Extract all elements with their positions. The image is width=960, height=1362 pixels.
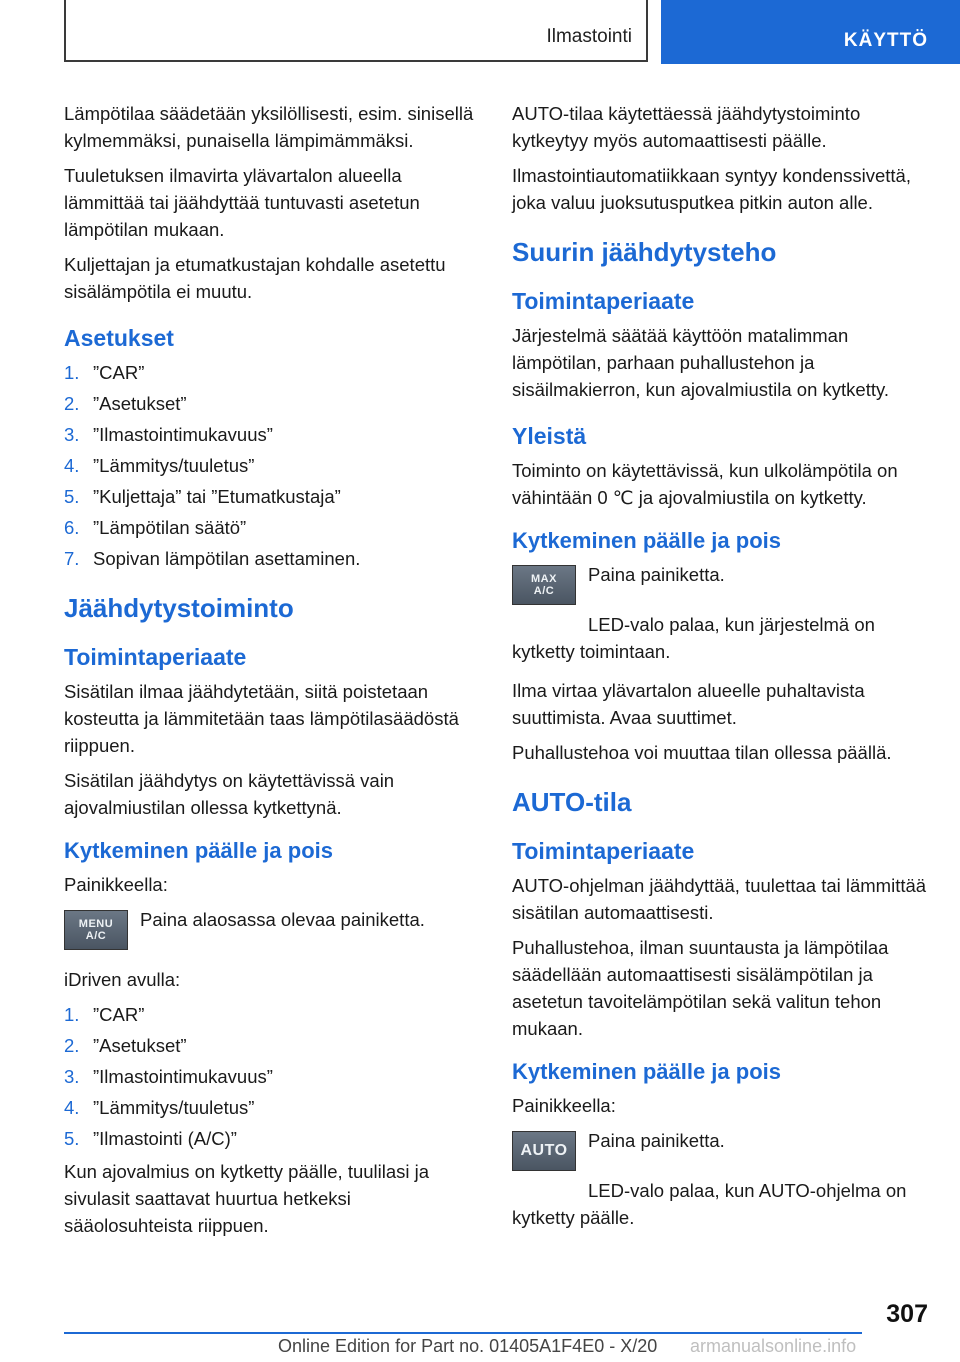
intro-paragraph-1: Lämpötilaa säädetään yksilöllisesti, esim. sinisellä kylmemmäksi, punaisella lämpimämmäksi.: [64, 103, 474, 151]
onoff-heading: Kytkeminen päälle ja pois: [64, 838, 333, 863]
list-item: [64, 1001, 484, 1028]
condensate-note: Ilmastointiautomatiikkaan syntyy kondenssivettä, joka valuu juoksutusputkea pitkin auton alle.: [512, 165, 911, 213]
list-item: [64, 390, 484, 417]
by-idrive-label: iDriven avulla:: [64, 969, 181, 990]
step-number: 1.: [64, 1004, 80, 1025]
max-blower-text: Puhallustehoa voi muuttaa tilan ollessa päällä.: [512, 742, 892, 763]
button-label: AUTO: [520, 1142, 568, 1159]
principle-paragraph-1: Sisätilan ilmaa jäähdytetään, siitä poistetaan kosteutta ja lämmitetään taas lämpötilasäädöstä riippuen.: [64, 681, 459, 756]
max-led-span: LED-valo palaa, kun järjestelmä on kytketty toimintaan.: [512, 614, 875, 662]
auto-mode-heading: AUTO-tila: [512, 787, 632, 817]
step-text: ”CAR”: [93, 362, 145, 383]
list-item: [64, 421, 484, 448]
general-heading: Yleistä: [512, 423, 587, 449]
step-number: 4.: [64, 455, 80, 476]
auto-note: AUTO-tilaa käytettäessä jäähdytystoiminto kytkeytyy myös automaattisesti päälle.: [512, 103, 861, 151]
watermark: armanualsonline.info: [690, 1336, 857, 1356]
chapter-title: [661, 0, 960, 64]
step-number: 2.: [64, 1035, 80, 1056]
step-text: ”Ilmastointi (A/C)”: [93, 1128, 237, 1149]
principle-paragraph-2: Sisätilan jäähdytys on käytettävissä vain ajovalmiustilan ollessa kytkettynä.: [64, 770, 395, 818]
button-line-1: MAX: [531, 573, 557, 585]
cooling-heading: Jäähdytystoiminto: [64, 593, 294, 623]
settings-steps: [64, 359, 484, 572]
max-ac-button-row: [512, 561, 932, 607]
step-text: ”Asetukset”: [93, 1035, 187, 1056]
max-cooling-heading: Suurin jäähdytysteho: [512, 237, 777, 267]
list-item: [64, 545, 484, 572]
intro-paragraph-3: Kuljettajan ja etumatkustajan kohdalle asetettu sisälämpötila ei muutu.: [64, 254, 446, 302]
step-number: 3.: [64, 1066, 80, 1087]
step-number: 6.: [64, 517, 80, 538]
step-number: 1.: [64, 362, 80, 383]
idrive-steps: [64, 1001, 484, 1152]
max-principle-text: Järjestelmä säätää käyttöön matalimman lämpötilan, parhaan puhallustehon ja sisäilmakierron, kun ajovalmiustila on kytketty.: [512, 325, 889, 400]
button-line-2: A/C: [85, 930, 107, 942]
button-line-2: A/C: [533, 585, 555, 597]
step-number: 5.: [64, 1128, 80, 1149]
list-item: [64, 452, 484, 479]
step-text: ”Ilmastointimukavuus”: [93, 424, 273, 445]
auto-led-span: LED-valo palaa, kun AUTO-ohjelma on kytketty päälle.: [512, 1180, 907, 1228]
step-number: 4.: [64, 1097, 80, 1118]
step-number: 3.: [64, 424, 80, 445]
step-text: ”CAR”: [93, 1004, 145, 1025]
chapter-title-text: KÄYTTÖ: [843, 30, 928, 51]
auto-onoff-heading: Kytkeminen päälle ja pois: [512, 1059, 781, 1084]
right-column: [512, 100, 932, 1239]
auto-principle-2: Puhallustehoa, ilman suuntausta ja lämpötilaa säädellään automaattisesti sisälämpötilan ja asetetun tavoitelämpötilan sekä valitun tehon mukaan.: [512, 937, 889, 1039]
intro-paragraph-2: Tuuletuksen ilmavirta ylävartalon alueella lämmittää tai jäähdyttää tuntuvasti asetetun lämpötilan mukaan.: [64, 165, 420, 240]
step-text: Sopivan lämpötilan asettaminen.: [93, 548, 361, 569]
edition-line: Online Edition for Part no. 01405A1F4E0 - X/20: [278, 1336, 658, 1356]
footer-rule: [64, 1332, 862, 1334]
general-text: Toiminto on käytettävissä, kun ulkolämpötila on vähintään 0 ℃ ja ajovalmiustila on kytketty.: [512, 460, 898, 508]
max-airflow-text: Ilma virtaa ylävartalon alueelle puhaltavista suuttimista. Avaa suuttimet.: [512, 680, 865, 728]
auto-button-icon: [512, 1131, 576, 1171]
step-text: ”Kuljettaja” tai ”Etumatkustaja”: [93, 486, 341, 507]
list-item: [64, 1032, 484, 1059]
menu-button-instruction: Paina alaosassa olevaa painiketta.: [140, 909, 425, 930]
step-number: 5.: [64, 486, 80, 507]
max-ac-button-icon: [512, 565, 576, 605]
button-line-1: MENU: [78, 918, 114, 930]
left-column: [64, 100, 484, 1247]
max-led-text: [512, 611, 932, 665]
list-item: [64, 359, 484, 386]
auto-principle-1: AUTO-ohjelman jäähdyttää, tuulettaa tai lämmittää sisätilan automaattisesti.: [512, 875, 927, 923]
by-buttons-label: Painikkeella:: [64, 874, 168, 895]
step-text: ”Asetukset”: [93, 393, 187, 414]
auto-by-buttons-label: Painikkeella:: [512, 1095, 616, 1116]
section-title: Ilmastointi: [546, 26, 632, 47]
step-number: 7.: [64, 548, 80, 569]
auto-button-row: [512, 1127, 932, 1173]
step-text: ”Lämmitys/tuuletus”: [93, 1097, 255, 1118]
menu-ac-button-icon: [64, 910, 128, 950]
max-principle-heading: Toimintaperiaate: [512, 288, 695, 314]
principle-heading: Toimintaperiaate: [64, 644, 247, 670]
settings-heading: Asetukset: [64, 325, 174, 351]
fog-note: Kun ajovalmius on kytketty päälle, tuulilasi ja sivulasit saattavat huurtua hetkeksi sääolosuhteista riippuen.: [64, 1161, 430, 1236]
step-number: 2.: [64, 393, 80, 414]
auto-led-text: [512, 1177, 932, 1231]
list-item: [64, 514, 484, 541]
list-item: [64, 483, 484, 510]
menu-ac-button-row: [64, 906, 484, 952]
page-number: 307: [886, 1300, 928, 1328]
max-press-instruction: Paina painiketta.: [588, 564, 725, 585]
list-item: [64, 1063, 484, 1090]
step-text: ”Lämpötilan säätö”: [93, 517, 247, 538]
list-item: [64, 1094, 484, 1121]
step-text: ”Ilmastointimukavuus”: [93, 1066, 273, 1087]
auto-principle-heading: Toimintaperiaate: [512, 838, 695, 864]
step-text: ”Lämmitys/tuuletus”: [93, 455, 255, 476]
max-onoff-heading: Kytkeminen päälle ja pois: [512, 528, 781, 553]
list-item: [64, 1125, 484, 1152]
auto-press-instruction: Paina painiketta.: [588, 1130, 725, 1151]
